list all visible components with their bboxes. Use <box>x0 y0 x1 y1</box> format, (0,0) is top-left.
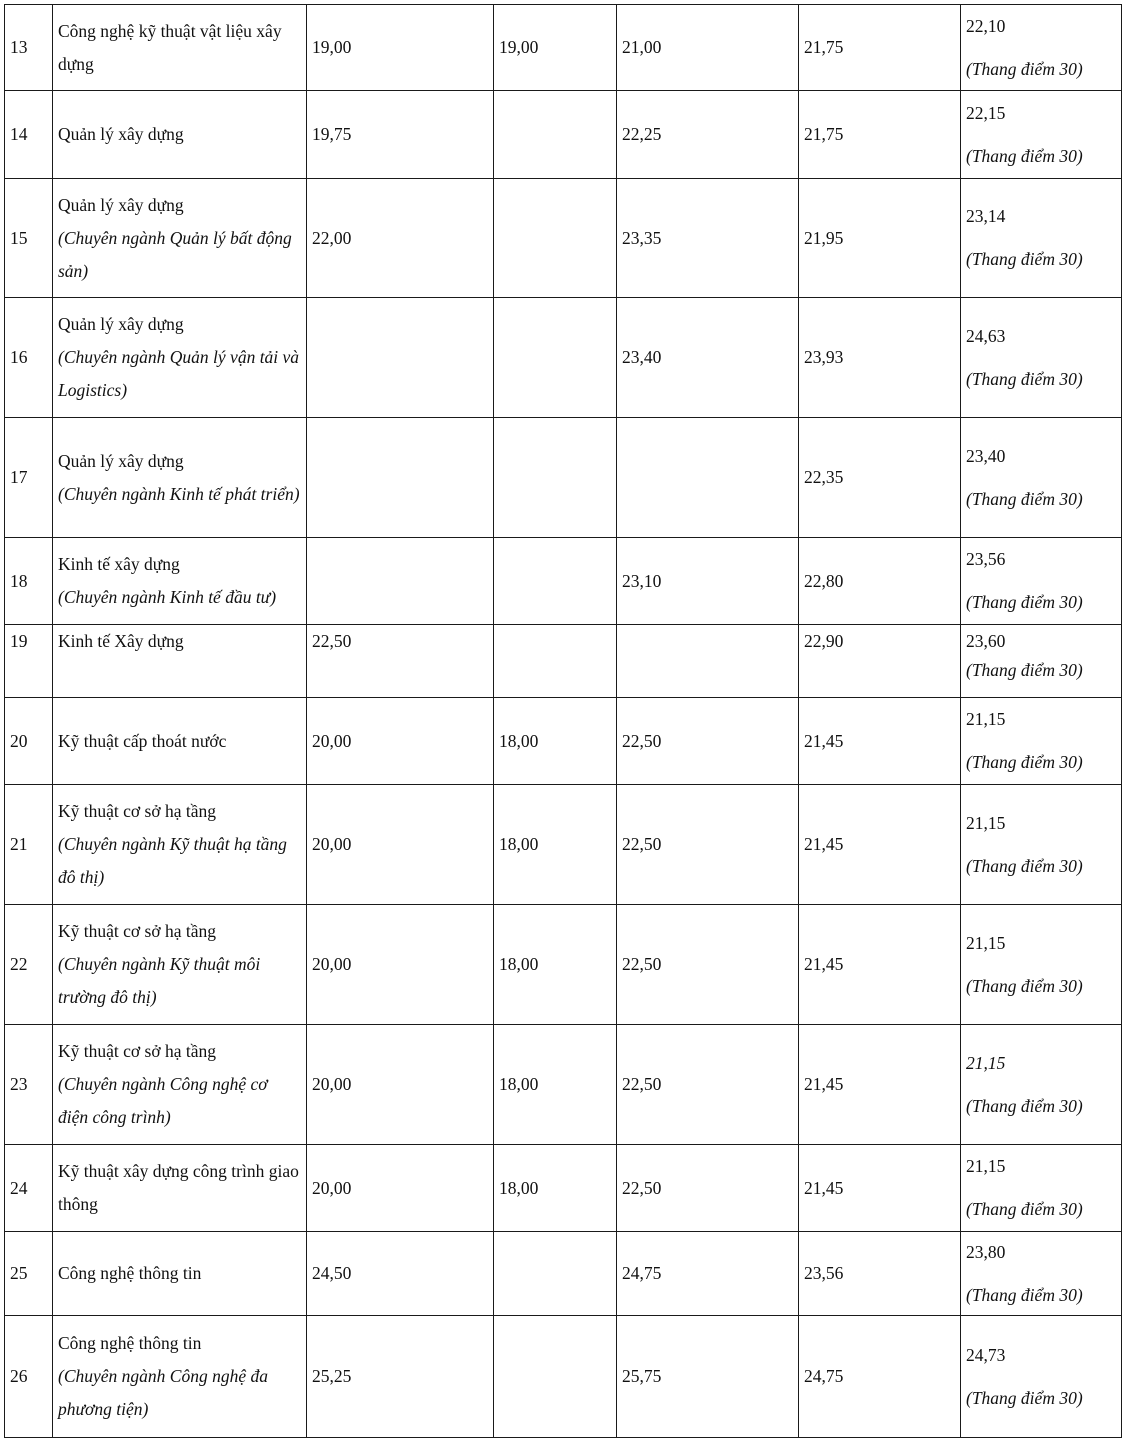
row-number: 24 <box>5 1145 53 1232</box>
score-col-4: 21,45 <box>799 1025 961 1145</box>
score-col-4: 24,75 <box>799 1316 961 1438</box>
score-col-3: 21,00 <box>617 5 799 91</box>
table-row <box>5 1025 1122 1145</box>
scale-note: (Thang điểm 30) <box>966 855 1083 876</box>
score-col-2 <box>494 91 617 179</box>
score-col-2 <box>494 1232 617 1316</box>
table-row <box>5 418 1122 538</box>
row-number: 19 <box>5 625 53 698</box>
scale-note: (Thang điểm 30) <box>966 660 1083 680</box>
score-col-1: 19,00 <box>307 5 494 91</box>
score-value: 21,15 <box>966 1052 1006 1073</box>
score-table-container <box>4 4 1121 1438</box>
score-col-5 <box>961 418 1122 538</box>
score-col-3 <box>617 625 799 698</box>
major-name-cell <box>53 91 307 179</box>
table-row <box>5 5 1122 91</box>
score-value: 21,15 <box>966 812 1006 833</box>
score-col-5 <box>961 5 1122 91</box>
scale-note: (Thang điểm 30) <box>966 1095 1083 1116</box>
major-name-cell <box>53 1316 307 1438</box>
scale-note: (Thang điểm 30) <box>966 1199 1083 1219</box>
score-value: 21,15 <box>966 1156 1006 1176</box>
major-name: Công nghệ thông tin <box>58 1333 202 1353</box>
score-value: 22,10 <box>966 15 1006 36</box>
table-row <box>5 698 1122 785</box>
table-row <box>5 298 1122 418</box>
row-number: 22 <box>5 905 53 1025</box>
score-col-5 <box>961 179 1122 298</box>
score-col-3: 23,35 <box>617 179 799 298</box>
major-name-cell <box>53 905 307 1025</box>
score-col-5 <box>961 905 1122 1025</box>
score-col-1: 20,00 <box>307 905 494 1025</box>
score-value: 23,80 <box>966 1241 1006 1262</box>
score-col-3: 23,40 <box>617 298 799 418</box>
table-row <box>5 179 1122 298</box>
scale-note: (Thang điểm 30) <box>966 1387 1083 1408</box>
score-col-5 <box>961 1025 1122 1145</box>
major-name: Kỹ thuật cấp thoát nước <box>58 730 227 751</box>
score-col-2 <box>494 298 617 418</box>
row-number: 13 <box>5 5 53 91</box>
major-name-cell <box>53 698 307 785</box>
score-col-5 <box>961 538 1122 625</box>
score-col-1: 20,00 <box>307 698 494 785</box>
scale-note: (Thang điểm 30) <box>966 752 1083 772</box>
row-number: 23 <box>5 1025 53 1145</box>
scale-note: (Thang điểm 30) <box>966 1284 1083 1305</box>
score-col-5 <box>961 1232 1122 1316</box>
score-col-4: 21,75 <box>799 91 961 179</box>
table-row <box>5 538 1122 625</box>
score-col-2: 18,00 <box>494 785 617 905</box>
score-col-3: 22,50 <box>617 785 799 905</box>
table-row <box>5 1145 1122 1232</box>
score-value: 23,60 <box>966 631 1006 651</box>
score-value: 22,15 <box>966 102 1006 123</box>
score-col-5 <box>961 698 1122 785</box>
score-col-4: 23,56 <box>799 1232 961 1316</box>
major-name: Kỹ thuật cơ sở hạ tầng <box>58 1041 216 1061</box>
table-row <box>5 625 1122 698</box>
major-name: Kinh tế xây dựng <box>58 554 180 574</box>
row-number: 26 <box>5 1316 53 1438</box>
specialization: (Chuyên ngành Kinh tế phát triển) <box>58 483 300 504</box>
score-col-5 <box>961 91 1122 179</box>
score-value: 24,63 <box>966 325 1006 346</box>
score-col-4: 22,80 <box>799 538 961 625</box>
score-col-1: 20,00 <box>307 785 494 905</box>
score-value: 23,14 <box>966 206 1006 226</box>
major-name-cell <box>53 298 307 418</box>
score-col-3: 22,50 <box>617 1025 799 1145</box>
score-col-2: 18,00 <box>494 1025 617 1145</box>
row-number: 17 <box>5 418 53 538</box>
specialization: (Chuyên ngành Công nghệ đa phương tiện) <box>58 1366 268 1419</box>
major-name: Kỹ thuật cơ sở hạ tầng <box>58 921 216 941</box>
major-name: Kỹ thuật xây dựng công trình giao thông <box>58 1161 299 1214</box>
row-number: 15 <box>5 179 53 298</box>
score-col-1: 20,00 <box>307 1025 494 1145</box>
score-value: 23,40 <box>966 445 1006 466</box>
score-col-2 <box>494 625 617 698</box>
specialization: (Chuyên ngành Kinh tế đầu tư) <box>58 587 277 607</box>
score-col-1: 25,25 <box>307 1316 494 1438</box>
score-col-3: 24,75 <box>617 1232 799 1316</box>
major-name-cell <box>53 418 307 538</box>
score-col-4: 21,45 <box>799 698 961 785</box>
major-name: Quản lý xây dựng <box>58 450 184 471</box>
score-col-1 <box>307 418 494 538</box>
row-number: 18 <box>5 538 53 625</box>
score-value: 23,56 <box>966 549 1006 569</box>
score-col-4: 21,95 <box>799 179 961 298</box>
score-value: 24,73 <box>966 1344 1006 1365</box>
score-col-2 <box>494 179 617 298</box>
major-name-cell <box>53 785 307 905</box>
major-name: Công nghệ kỹ thuật vật liệu xây dựng <box>58 20 282 74</box>
score-col-2 <box>494 1316 617 1438</box>
score-col-5 <box>961 625 1122 698</box>
score-col-5 <box>961 1316 1122 1438</box>
score-col-3: 22,50 <box>617 698 799 785</box>
score-col-1: 20,00 <box>307 1145 494 1232</box>
score-col-4: 22,90 <box>799 625 961 698</box>
major-name: Quản lý xây dựng <box>58 124 184 144</box>
score-col-1: 22,00 <box>307 179 494 298</box>
score-col-1 <box>307 298 494 418</box>
admission-score-table <box>4 4 1122 1438</box>
score-col-4: 21,45 <box>799 1145 961 1232</box>
score-col-4: 21,75 <box>799 5 961 91</box>
table-row <box>5 785 1122 905</box>
score-col-4: 23,93 <box>799 298 961 418</box>
score-col-1: 19,75 <box>307 91 494 179</box>
score-col-2 <box>494 538 617 625</box>
score-col-3: 25,75 <box>617 1316 799 1438</box>
score-col-3 <box>617 418 799 538</box>
row-number: 25 <box>5 1232 53 1316</box>
specialization: (Chuyên ngành Công nghệ cơ điện công trình) <box>58 1074 268 1127</box>
score-col-4: 21,45 <box>799 905 961 1025</box>
major-name: Quản lý xây dựng <box>58 194 184 215</box>
score-col-5 <box>961 1145 1122 1232</box>
score-col-4: 21,45 <box>799 785 961 905</box>
scale-note: (Thang điểm 30) <box>966 249 1083 269</box>
score-col-5 <box>961 298 1122 418</box>
scale-note: (Thang điểm 30) <box>966 592 1083 612</box>
score-col-1 <box>307 538 494 625</box>
major-name-cell <box>53 538 307 625</box>
row-number: 21 <box>5 785 53 905</box>
specialization: (Chuyên ngành Quản lý vận tải và Logistics) <box>58 347 300 400</box>
score-col-3: 22,50 <box>617 905 799 1025</box>
table-row <box>5 1232 1122 1316</box>
score-col-2: 19,00 <box>494 5 617 91</box>
score-col-2: 18,00 <box>494 698 617 785</box>
major-name: Công nghệ thông tin <box>58 1263 202 1283</box>
score-col-3: 22,50 <box>617 1145 799 1232</box>
scale-note: (Thang điểm 30) <box>966 368 1083 389</box>
table-row <box>5 905 1122 1025</box>
major-name-cell <box>53 1025 307 1145</box>
major-name: Kỹ thuật cơ sở hạ tầng <box>58 801 216 821</box>
score-col-2: 18,00 <box>494 1145 617 1232</box>
score-col-2: 18,00 <box>494 905 617 1025</box>
scale-note: (Thang điểm 30) <box>966 975 1083 996</box>
specialization: (Chuyên ngành Quản lý bất động sản) <box>58 227 292 281</box>
score-col-3: 23,10 <box>617 538 799 625</box>
row-number: 20 <box>5 698 53 785</box>
scale-note: (Thang điểm 30) <box>966 58 1083 79</box>
row-number: 14 <box>5 91 53 179</box>
scale-note: (Thang điểm 30) <box>966 488 1083 509</box>
specialization: (Chuyên ngành Kỹ thuật hạ tầng đô thị) <box>58 834 287 887</box>
table-row <box>5 1316 1122 1438</box>
major-name-cell <box>53 5 307 91</box>
scale-note: (Thang điểm 30) <box>966 145 1083 166</box>
score-col-1: 24,50 <box>307 1232 494 1316</box>
major-name-cell <box>53 179 307 298</box>
score-col-5 <box>961 785 1122 905</box>
specialization: (Chuyên ngành Kỹ thuật môi trường đô thị) <box>58 954 261 1007</box>
major-name-cell <box>53 1145 307 1232</box>
score-col-1: 22,50 <box>307 625 494 698</box>
score-col-2 <box>494 418 617 538</box>
row-number: 16 <box>5 298 53 418</box>
score-col-3: 22,25 <box>617 91 799 179</box>
score-value: 21,15 <box>966 709 1006 729</box>
major-name: Quản lý xây dựng <box>58 314 184 334</box>
score-value: 21,15 <box>966 932 1006 953</box>
major-name: Kinh tế Xây dựng <box>58 631 184 651</box>
major-name-cell <box>53 1232 307 1316</box>
score-col-4: 22,35 <box>799 418 961 538</box>
major-name-cell <box>53 625 307 698</box>
table-row <box>5 91 1122 179</box>
